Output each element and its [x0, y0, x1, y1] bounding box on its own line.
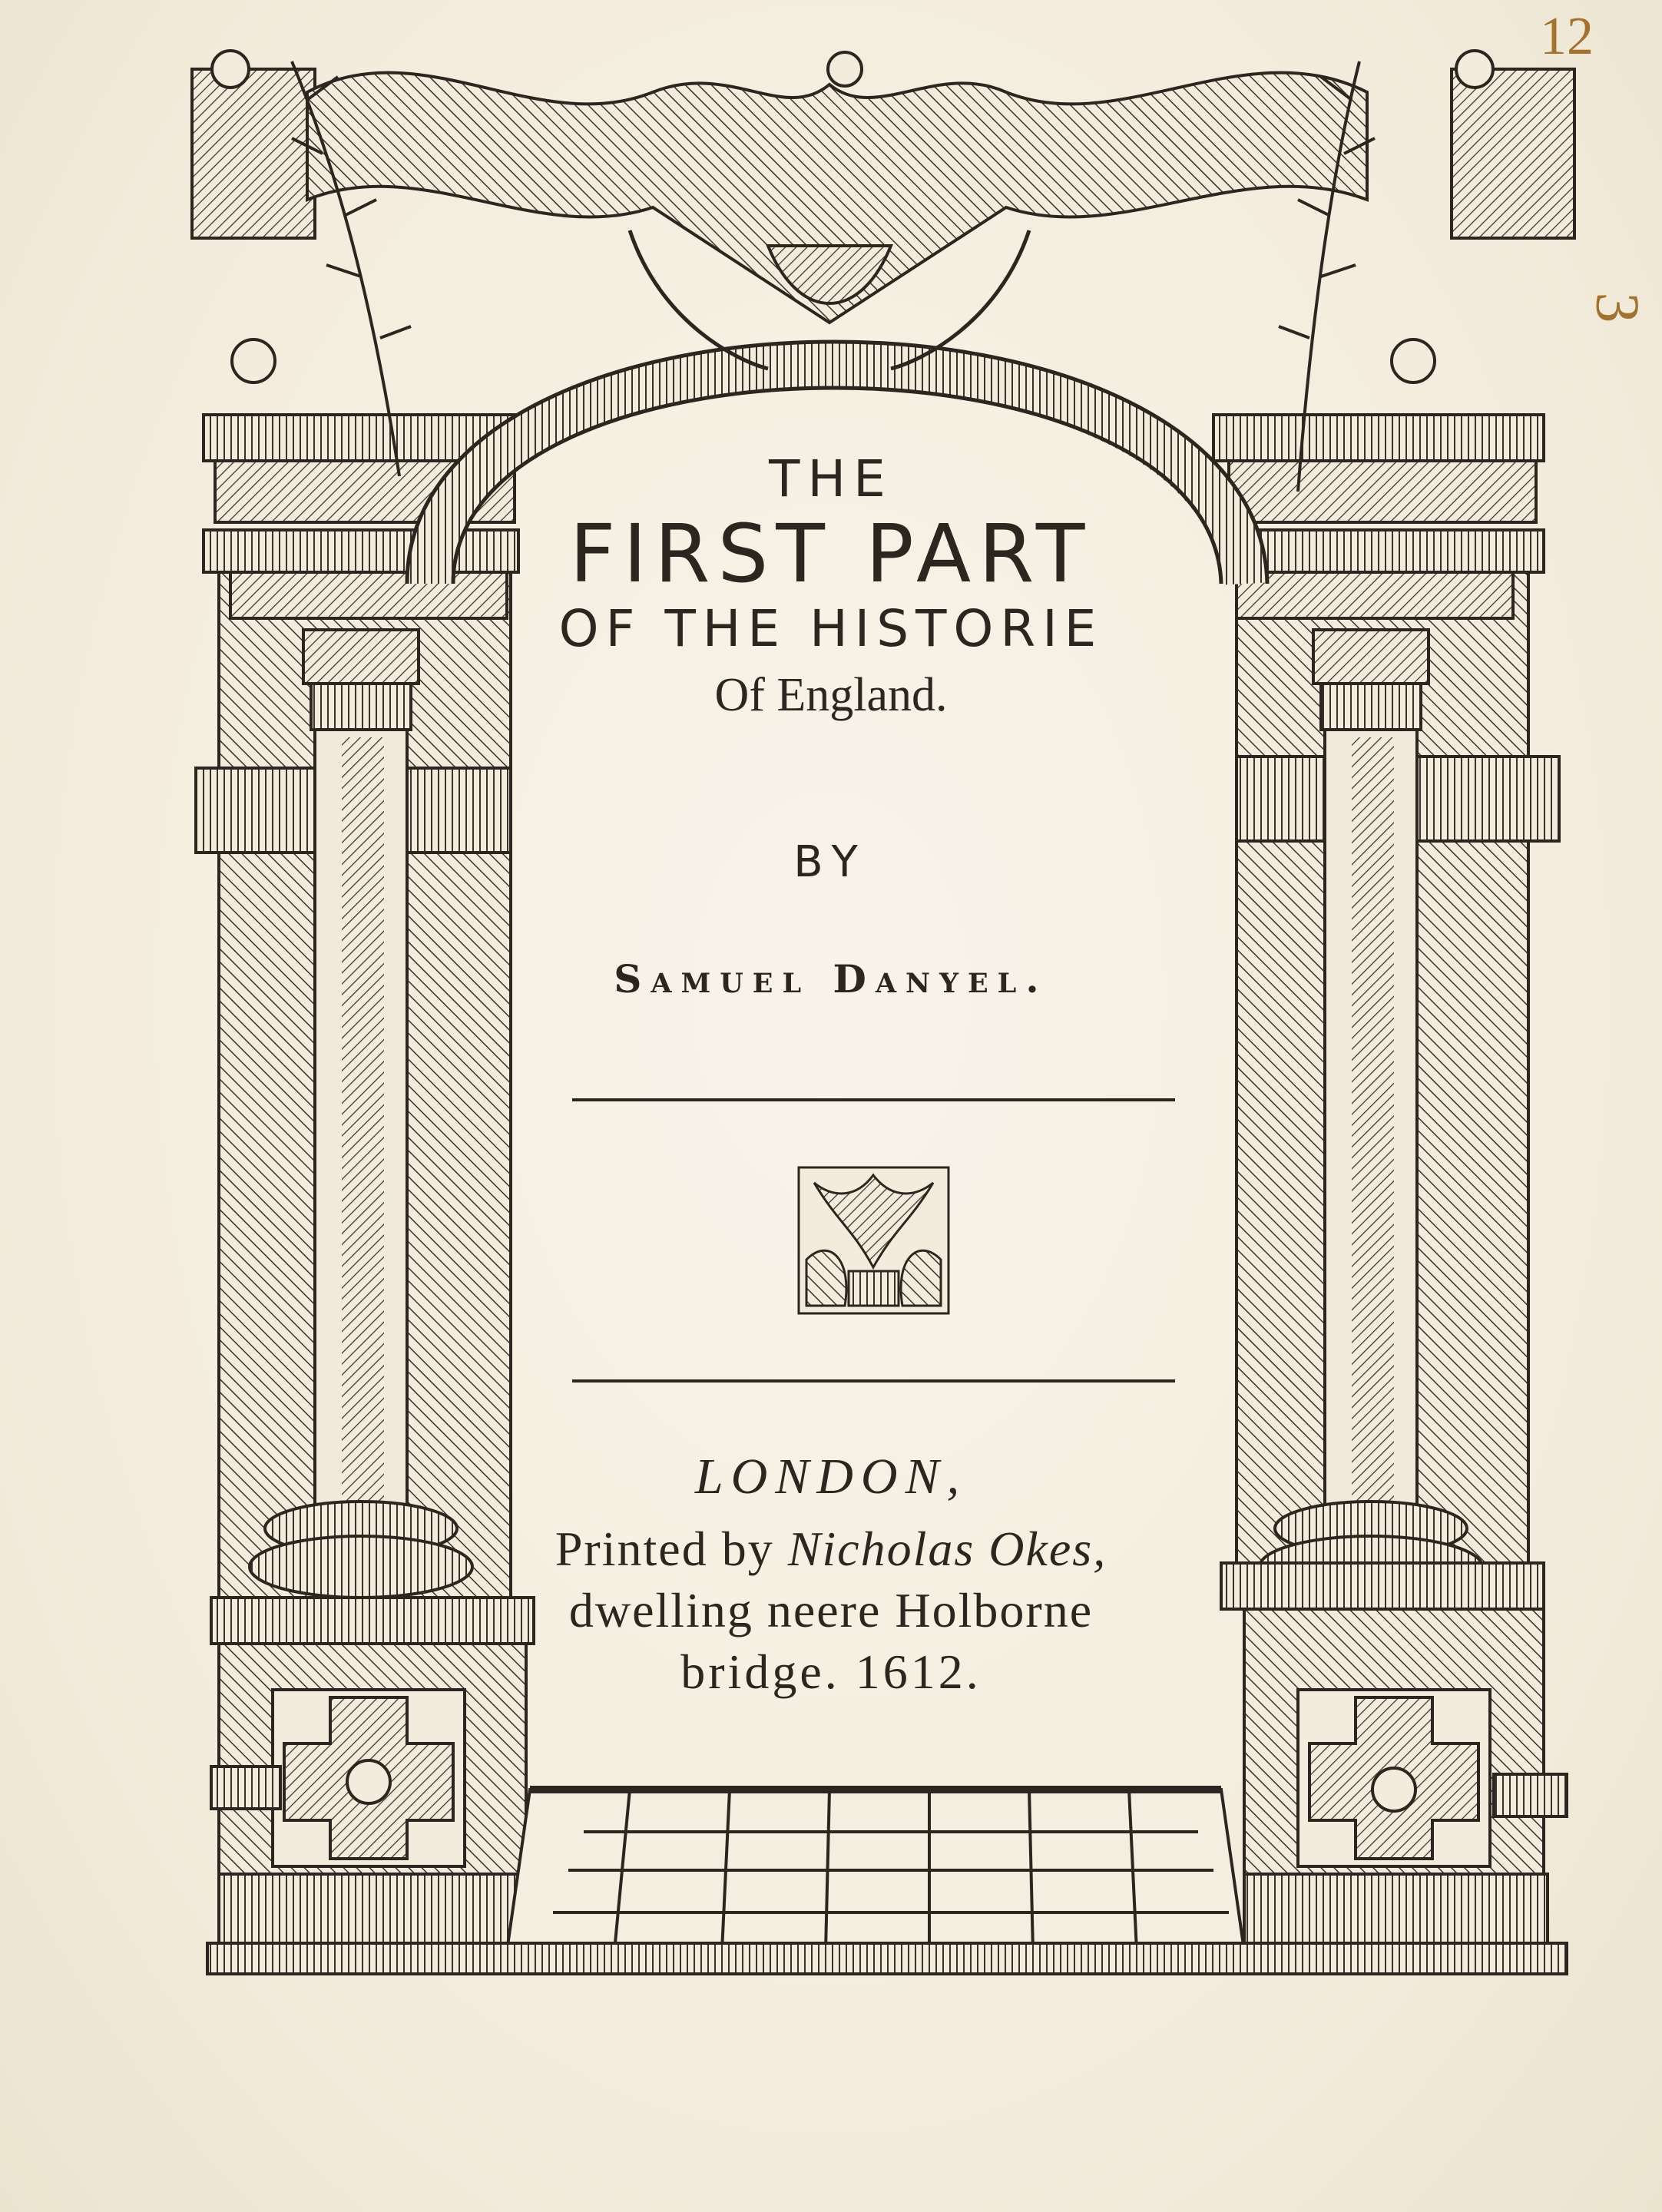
- title-line-of-the-historie: OF THE HISTORIE: [558, 599, 1104, 658]
- by-line: BY: [793, 837, 869, 887]
- imprint-printed-by: Printed by: [555, 1522, 774, 1576]
- pencil-mark-side: 3: [1583, 292, 1651, 323]
- author-name: Samuel Danyel.: [614, 956, 1048, 1002]
- imprint-line-address: dwelling neere Holborne: [568, 1583, 1094, 1637]
- imprint-line-date: bridge. 1612.: [680, 1644, 982, 1699]
- title-line-first-part: FIRST PART: [569, 507, 1093, 601]
- fleuron-ornament: [799, 1167, 949, 1313]
- imprint-printer-name: Nicholas Okes,: [787, 1522, 1107, 1576]
- top-strapwork: [192, 51, 1574, 382]
- title-line-of-england: Of England.: [714, 669, 948, 721]
- title-line-the: THE: [769, 449, 893, 508]
- pencil-mark-top: 12: [1540, 7, 1594, 66]
- imprint-line-printer: [0, 1521, 1662, 1578]
- imprint-place: LONDON,: [694, 1449, 968, 1505]
